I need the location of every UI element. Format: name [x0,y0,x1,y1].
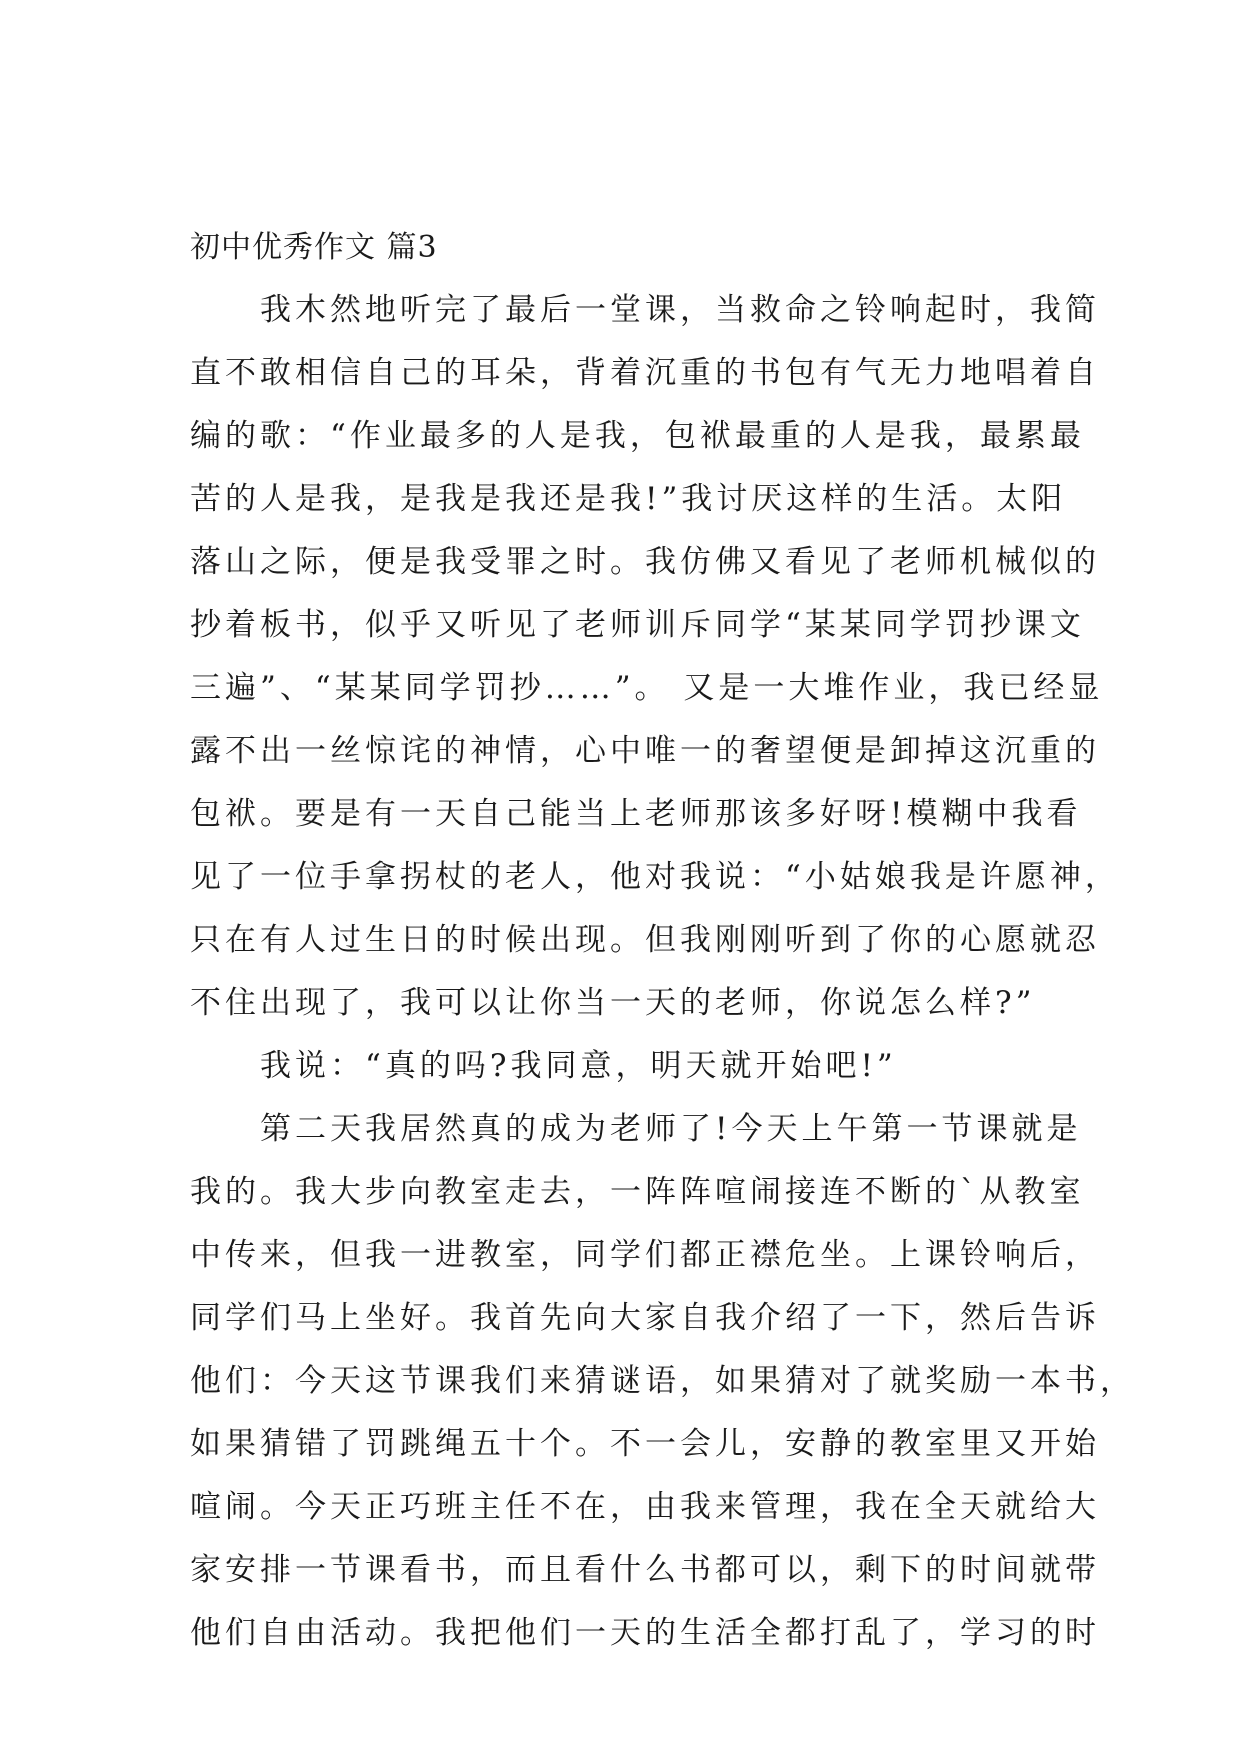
text-line-21: 家安排一节课看书，而且看什么书都可以，剩下的时间就带 [190,1552,1100,1588]
text-line-22: 他们自由活动。我把他们一天的生活全都打乱了，学习的时 [190,1615,1100,1651]
text-line-5: 落山之际，便是我受罪之时。我仿佛又看见了老师机械似的 [190,544,1100,580]
text-line-17: 同学们马上坐好。我首先向大家自我介绍了一下，然后告诉 [190,1300,1100,1336]
text-line-11: 只在有人过生日的时候出现。但我刚刚听到了你的心愿就忍 [190,922,1100,958]
text-line-18: 他们：今天这节课我们来猜谜语，如果猜对了就奖励一本书， [190,1363,1135,1399]
text-line-12: 不住出现了，我可以让你当一天的老师，你说怎么样?” [190,985,1036,1021]
text-line-20: 喧闹。今天正巧班主任不在，由我来管理，我在全天就给大 [190,1489,1100,1525]
text-line-13: 我说：“真的吗?我同意，明天就开始吧!” [190,1048,897,1084]
text-line-2: 直不敢相信自己的耳朵，背着沉重的书包有气无力地唱着自 [190,355,1100,391]
text-line-9: 包袱。要是有一天自己能当上老师那该多好呀!模糊中我看 [190,796,1082,832]
text-line-16: 中传来，但我一进教室，同学们都正襟危坐。上课铃响后， [190,1237,1100,1273]
text-line-14: 第二天我居然真的成为老师了!今天上午第一节课就是 [190,1111,1082,1147]
text-line-6: 抄着板书，似乎又听见了老师训斥同学“某某同学罚抄课文 [190,607,1085,643]
text-line-8: 露不出一丝惊诧的神情，心中唯一的奢望便是卸掉这沉重的 [190,733,1100,769]
text-line-10: 见了一位手拿拐杖的老人，他对我说：“小姑娘我是许愿神， [190,859,1120,895]
text-line-7: 三遍”、“某某同学罚抄……”。 又是一大堆作业，我已经显 [190,670,1104,706]
text-line-15: 我的。我大步向教室走去，一阵阵喧闹接连不断的`从教室 [190,1174,1085,1210]
text-line-1: 我木然地听完了最后一堂课，当救命之铃响起时，我简 [190,292,1100,328]
essay-heading: 初中优秀作文 篇3 [190,230,438,265]
text-line-19: 如果猜错了罚跳绳五十个。不一会儿，安静的教室里又开始 [190,1426,1100,1462]
text-line-3: 编的歌：“作业最多的人是我，包袱最重的人是我，最累最 [190,418,1085,454]
text-line-4: 苦的人是我，是我是我还是我!”我讨厌这样的生活。太阳 [190,481,1067,517]
